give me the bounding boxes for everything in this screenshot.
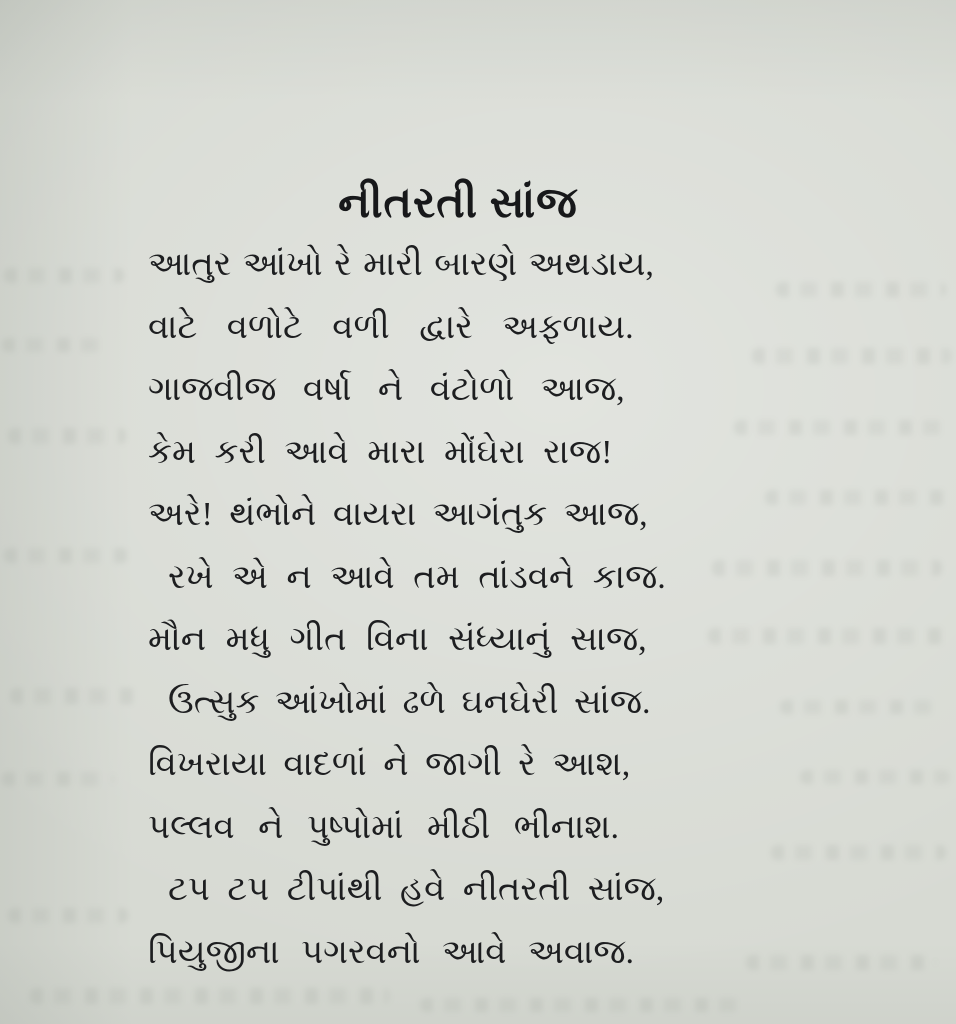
bleed-through-smudge: [8, 428, 126, 444]
poem-line-8: ઉત્સુક આંખોમાં ઢળે ઘનઘેરી સાંજ.: [168, 683, 651, 721]
poem-line-6: રખે એ ન આવે તમ તાંડવને કાજ.: [168, 558, 666, 596]
poem-line-12: પિયુજીના પગરવનો આવે અવાજ.: [148, 933, 635, 971]
poem-line-10: પલ્લવ ને પુષ્પોમાં મીઠી ભીનાશ.: [148, 808, 620, 846]
poem-line-7: મૌન મધુ ગીત વિના સંધ્યાનું સાજ,: [148, 621, 647, 658]
poem-line-1: આતુર આંખો રે મારી બારણે અથડાય,: [148, 246, 654, 283]
poem-line-3: ગાજવીજ વર્ષા ને વંટોળો આજ,: [148, 371, 625, 408]
bleed-through-smudge: [4, 268, 124, 283]
poem-line-5: અરે! થંભોને વાયરા આગંતુક આજ,: [148, 496, 648, 533]
bleed-through-smudge: [30, 988, 390, 1004]
poem-line-2: વાટે વળોટે વળી દ્વારે અફળાય.: [148, 308, 634, 346]
poem-line-9: વિખરાયા વાદળાં ને જાગી રે આશ,: [148, 746, 631, 783]
bleed-through-smudge: [8, 908, 128, 923]
poem-line-4: કેમ કરી આવે મારા મોંઘેરા રાજ!: [148, 433, 613, 471]
bleed-through-smudge: [2, 772, 114, 786]
bleed-through-smudge: [420, 998, 750, 1012]
bleed-through-smudge: [10, 688, 136, 704]
poem-title: નીતરતી સાંજ: [338, 179, 578, 227]
bleed-through-smudge: [2, 338, 112, 352]
bleed-through-smudge: [4, 548, 128, 563]
poem-line-11: ટપ ટપ ટીપાંથી હવે નીતરતી સાંજ,: [168, 871, 665, 908]
poem-body: [148, 234, 836, 984]
